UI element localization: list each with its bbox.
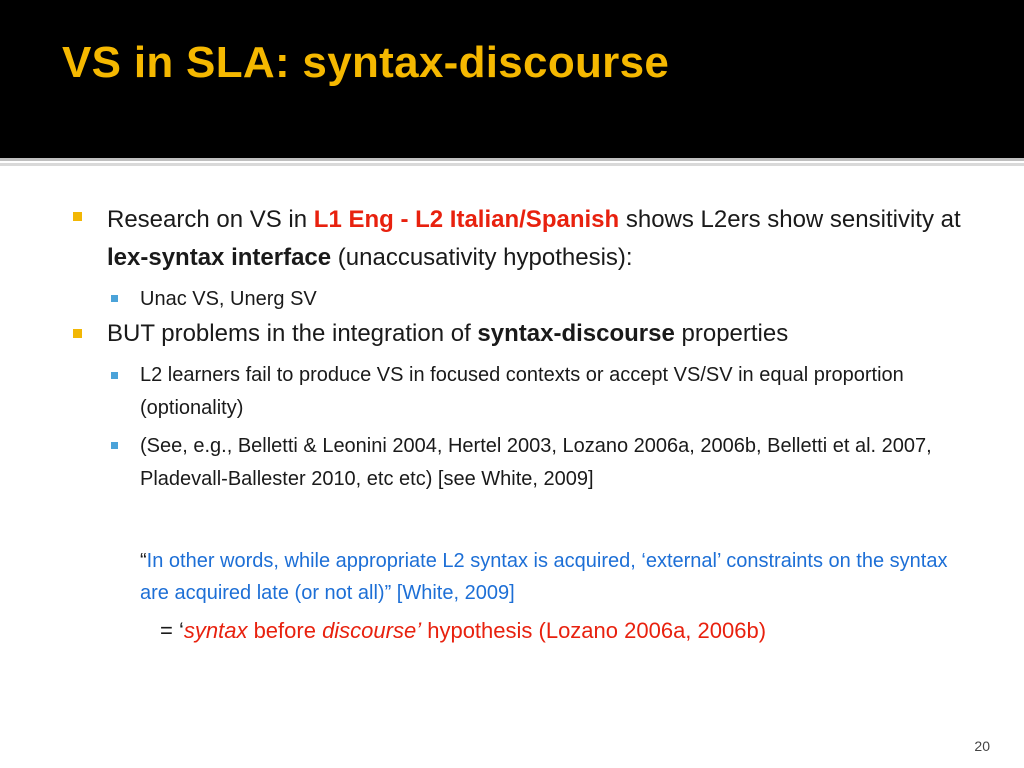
bullet-square-icon	[73, 329, 82, 338]
bullet-text: shows L2ers show sensitivity at	[619, 206, 961, 233]
bullet-square-icon	[73, 212, 82, 221]
bullet-text: (unaccusativity hypothesis):	[331, 244, 633, 271]
hypothesis-discourse: discourse’	[322, 618, 422, 643]
bullet-text: BUT problems in the integration of	[107, 320, 478, 347]
highlight-lex-syntax: lex-syntax interface	[107, 244, 332, 271]
bullet-text: properties	[674, 320, 789, 347]
hypothesis-mid: before	[247, 618, 323, 643]
bullet-research	[107, 201, 967, 277]
sub-bullet-square-icon	[111, 295, 118, 302]
hypothesis-syntax: syntax	[183, 618, 248, 643]
quote-text: In other words, while appropriate L2 syntax is acquired, ‘external’ constraints on the syntax are acquired late (or not all)” [White, 2009]	[140, 550, 948, 604]
syntax-before-discourse-line	[160, 614, 960, 648]
highlight-l1-l2: L1 Eng - L2 Italian/Spanish	[313, 206, 620, 233]
hypothesis-prefix: = ‘	[160, 618, 184, 643]
sub-bullet-square-icon	[111, 442, 118, 449]
sub-bullet-square-icon	[111, 372, 118, 379]
bullet-but-problems	[107, 315, 967, 353]
highlight-syntax-discourse: syntax-discourse	[477, 320, 675, 347]
slide-title: VS in SLA: syntax-discourse	[62, 38, 670, 87]
hypothesis-citation: hypothesis (Lozano 2006a, 2006b)	[421, 618, 767, 643]
bullet-text: Research on VS in	[107, 206, 314, 233]
sub-bullet-references: (See, e.g., Belletti & Leonini 2004, Hertel 2003, Lozano 2006a, 2006b, Belletti et al. 2007, Pladevall-Ballester 2010, etc etc) [see White, 2009]	[140, 435, 932, 490]
white-quote	[140, 545, 960, 609]
quote-open-mark: “	[140, 550, 147, 572]
page-number: 20	[974, 738, 990, 754]
sub-bullet-unac: Unac VS, Unerg SV	[140, 288, 317, 310]
sub-bullet-l2-learners: L2 learners fail to produce VS in focused contexts or accept VS/SV in equal proportion (optionality)	[140, 364, 904, 419]
